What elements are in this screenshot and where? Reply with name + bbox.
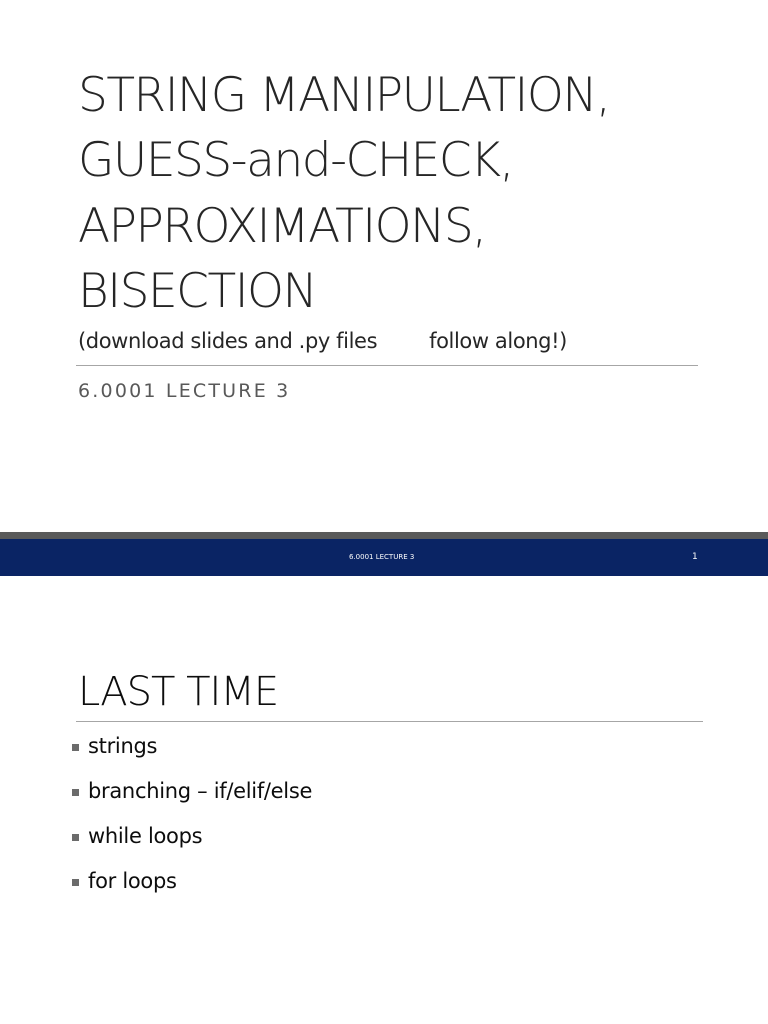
slide-subtitle — [78, 329, 567, 353]
subtitle-part-2: follow along!) — [429, 329, 567, 353]
square-bullet-icon — [72, 789, 79, 796]
bullet-text: branching – if/elif/else — [88, 779, 313, 803]
square-bullet-icon — [72, 744, 79, 751]
bullet-text: while loops — [88, 824, 203, 848]
slide-title-line-4: BISECTION — [78, 264, 317, 319]
bullet-list — [72, 736, 312, 916]
list-item — [72, 871, 312, 916]
square-bullet-icon — [72, 879, 79, 886]
square-bullet-icon — [72, 834, 79, 841]
footer-page-number: 1 — [692, 552, 698, 562]
last-time-slide — [0, 576, 768, 1024]
title-divider — [76, 365, 698, 366]
slide-title-line-2: GUESS-and-CHECK, — [78, 133, 513, 188]
bullet-text: for loops — [88, 869, 177, 893]
list-item — [72, 826, 312, 871]
list-item — [72, 781, 312, 826]
footer-accent-strip — [0, 532, 768, 539]
slide2-divider — [76, 721, 703, 722]
list-item — [72, 736, 312, 781]
slide2-title: LAST TIME — [78, 669, 279, 715]
slide-title-line-3: APPROXIMATIONS, — [78, 199, 486, 254]
slide-title-line-1: STRING MANIPULATION, — [78, 68, 610, 123]
footer-lecture-text: 6.0001 LECTURE 3 — [349, 553, 415, 561]
subtitle-part-1: (download slides and .py files — [78, 329, 378, 353]
lecture-label: 6.0001 LECTURE 3 — [78, 380, 291, 402]
bullet-text: strings — [88, 734, 158, 758]
